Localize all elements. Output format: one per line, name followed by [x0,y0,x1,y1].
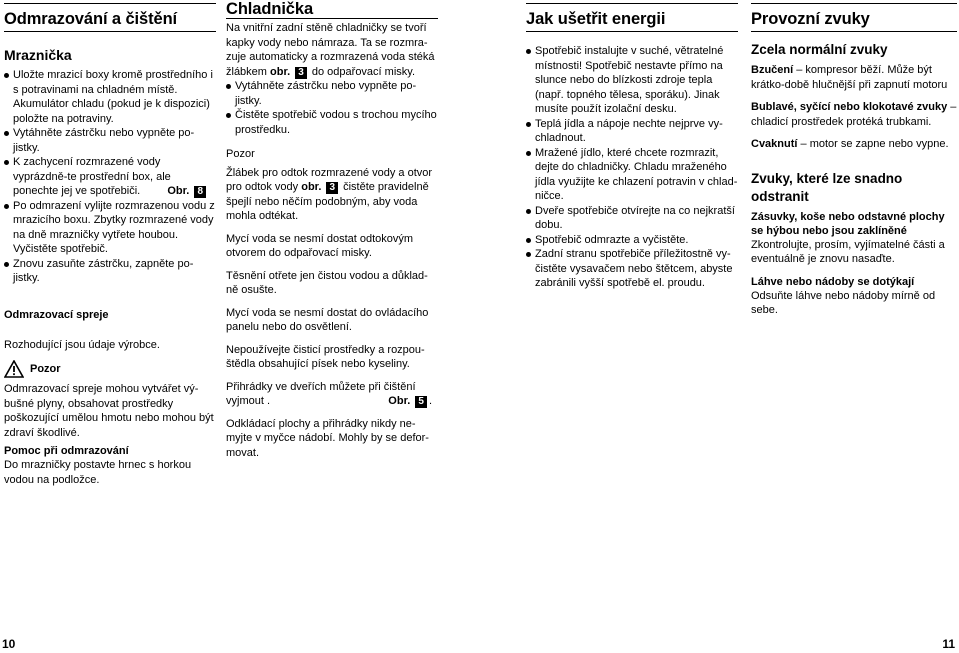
column-fridge [226,0,438,460]
help-heading: Pomoc při odmrazování [4,445,129,457]
bullet-icon [526,238,531,243]
noise-item: Bublavé, syčící nebo klokotavé zvuky – chladicí prostředek protéká trubkami. [751,101,957,128]
title-rule [226,18,438,19]
fridge-paragraph: Mycí voda se nesmí dostat do ovládacího panelu nebo do osvětlení. [226,306,429,333]
top-rule [526,3,738,4]
warning-icon [4,360,24,378]
fridge-title: Chladnička [226,0,314,18]
energy-tips [526,44,738,291]
bullet-icon [526,122,531,127]
page-title: Odmrazování a čištění [4,10,178,28]
figure-number-badge: 8 [194,186,206,198]
top-rule [4,3,216,4]
fridge-paragraph: Nepoužívejte čisticí prostředky a rozpou-štědla obsahující písek nebo kyseliny. [226,343,425,370]
fix-text: Odsuňte láhve nebo nádoby mírně od sebe. [751,289,936,316]
bullet-icon [226,113,231,118]
help-text: Do mrazničky postavte hrnec s horkou vodou na podložce. [4,459,192,486]
section-normal-noises: Zcela normální zvuky [751,42,888,57]
bullet-icon [526,49,531,54]
title-rule [4,31,216,32]
bullet-icon [4,160,9,165]
bullet-icon [4,262,9,267]
list-item: Po odmrazení vylijte rozmrazenou vodu z mrazicího boxu. Zbytky rozmrazené vody na dně mrazničky vytřete houbou. Vyčistěte spotřebič. [4,199,216,257]
list-item: Vytáhněte zástrčku nebo vypněte po-jistky. [4,126,216,155]
figure-number-badge: 3 [295,67,307,79]
figure-ref: Obr. 8 [167,184,208,199]
fridge-paragraph: Přihrádky ve dveřích můžete při čištění vyjmout . Obr. 5 . [226,380,432,407]
fridge-paragraph: Těsnění otřete jen čistou vodou a důklad-ně osušte. [226,269,428,296]
noise-item: Cvaknutí – motor se zapne nebo vypne. [751,138,949,150]
fix-text: Zkontrolujte, prosím, vyjímatelné části a eventuálně je znovu nasaďte. [751,238,945,265]
figure-ref: Obr. 5 . [388,395,432,407]
column-energy [526,0,738,291]
bullet-icon [4,131,9,136]
bullet-icon [226,84,231,89]
fridge-paragraph: Odkládací plochy a přihrádky nikdy ne-myjte v myčce nádobí. Mohly by se defor-movat. [226,417,429,459]
bullet-icon [4,73,9,78]
warning-block [4,360,216,378]
fix-heading: Láhve nebo nádoby se dotýkají [751,275,915,288]
bullet-icon [526,209,531,214]
list-item: Čistěte spotřebič vodou s trochou mycího prostředku. [226,108,438,137]
spray-text: Rozhodující jsou údaje výrobce. [4,338,160,351]
section-freezer: Mraznička [4,47,72,63]
page-number-left: 10 [2,637,16,651]
title-rule [751,31,957,32]
list-item: Teplá jídla a nápoje nechte nejprve vy-chladnout. [526,117,738,146]
energy-title: Jak ušetřit energii [526,10,666,28]
column-defrost-freezer [4,0,216,487]
list-item: Mražené jídlo, které chcete rozmrazit, dejte do chladničky. Chladu mraženého jídla využijte ke chlazení potravin v chlad-ničce. [526,146,738,204]
fix-heading: Zásuvky, koše nebo odstavné plochy se hýbou nebo jsou zaklíněné [751,210,945,237]
warning-text: Odmrazovací spreje mohou vytvářet vý-bušné plyny, obsahovat prostředky poškozující umělou hmotu nebo mohou být zdraví škodlivé. [4,383,214,439]
list-item: Zadní stranu spotřebiče příležitostně vy-čistěte vysavačem nebo štětcem, abyste zabránili vyšší spotřebě el. proudu. [526,247,738,291]
list-item: Znovu zasuňte zástrčku, zapněte po-jistky. [4,257,216,286]
page-number-right: 11 [942,637,955,651]
freezer-steps [4,68,216,286]
noises-title: Provozní zvuky [751,10,870,28]
list-item: Spotřebič odmrazte a vyčistěte. [526,233,738,248]
pozor-heading: Pozor [226,148,255,160]
title-rule [526,31,738,32]
list-item: Dveře spotřebiče otvírejte na co nejkratší dobu. [526,204,738,233]
spray-heading: Odmrazovací spreje [4,308,109,321]
bullet-icon [4,204,9,209]
figure-number-badge: 5 [415,396,427,408]
warning-label: Pozor [30,363,61,375]
section-fixable-noises: Zvuky, které lze snadno odstranit [751,170,903,204]
bullet-icon [526,252,531,257]
bullet-icon [526,151,531,156]
column-noises [751,0,957,318]
fridge-intro: Na vnitřní zadní stěně chladničky se tvoří kapky vody nebo námraza. Ta se rozmra-zuje automaticky a rozmrazená voda stéká žlábkem obr. 3 do odpařovací misky. [226,22,435,78]
noise-item: Bzučení – kompresor běží. Může být krátko-době hlučnější při zapnutí motoru [751,64,948,91]
figure-number-badge: 3 [326,182,338,194]
list-item: Uložte mrazicí boxy kromě prostředního i s potravinami na chladném místě. Akumulátor chladu (pokud je k dispozici) položte na potraviny. [4,68,216,126]
list-item: Vytáhněte zástrčku nebo vypněte po-jistky. [226,79,438,108]
list-item: Spotřebič instalujte v suché, větratelné místnosti! Spotřebič nestavte přímo na slunce nebo do blízkosti zdroje tepla (např. topného tělesa, sporáku). Jinak musíte použít izolační desku. [526,44,738,117]
top-rule [751,3,957,4]
fridge-paragraph: Mycí voda se nesmí dostat odtokovým otvorem do odpařovací misky. [226,232,414,259]
list-item: K zachycení rozmrazené vody vyprázdně-te prostřední box, ale ponechte jej ve spotřebiči. Obr. 8 [4,155,216,199]
fridge-steps [226,79,438,137]
pozor-text: Žlábek pro odtok rozmrazené vody a otvor pro odtok vody obr. 3 čistěte pravidelně špejlí nebo něčím podobným, aby voda mohla odtékat. [226,166,433,222]
